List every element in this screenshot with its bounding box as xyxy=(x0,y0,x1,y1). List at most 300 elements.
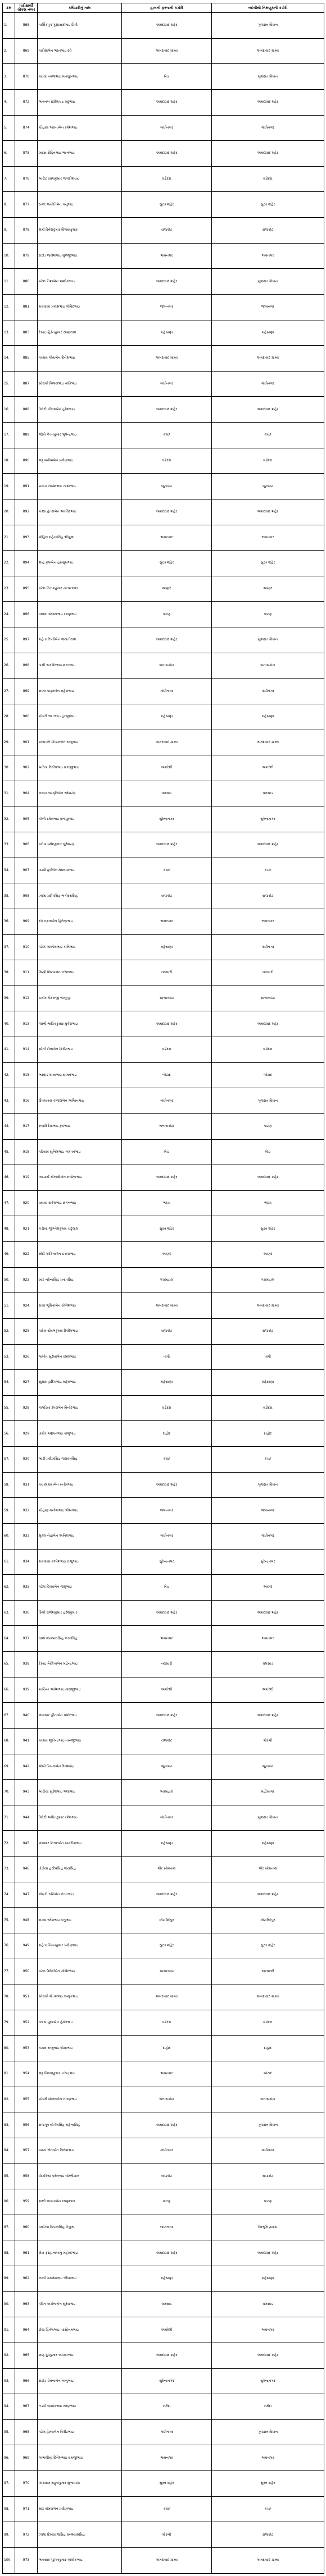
transfer-office-cell: મહેસાણા xyxy=(212,1370,324,1396)
current-office-cell: અમરેલી xyxy=(122,1677,212,1703)
serial-number-cell: 65. xyxy=(3,1652,15,1677)
current-office-cell: ખેડા xyxy=(122,1139,212,1165)
employee-name-cell: સોની રીનાબેન કિરીટભાઇ xyxy=(38,1037,122,1063)
exam-number-cell: 891 xyxy=(15,474,38,499)
table-row xyxy=(3,858,324,883)
employee-name-cell: ત્રિવેદી નીલમબેન હરેશભાઇ xyxy=(38,397,122,423)
employee-name-cell: પટેલ હેમલબેન કિરીટભાઇ xyxy=(38,2419,122,2445)
exam-number-cell: 868 xyxy=(15,13,38,39)
current-office-cell: કચ્છ xyxy=(122,1447,212,1473)
serial-number-cell: 13. xyxy=(3,320,15,346)
employee-name-cell: પટેલ નિશાબેન અશોકભાઇ xyxy=(38,269,122,295)
current-office-cell: ભાવનગર xyxy=(122,909,212,934)
serial-number-cell: 100. xyxy=(3,2547,15,2573)
employee-name-cell: ચૌધરી ભરતભાઇ હરજીભાઇ xyxy=(38,704,122,730)
transfer-office-cell: મહેસાણા xyxy=(212,1831,324,1857)
current-office-cell: મહેસાણા xyxy=(122,320,212,346)
exam-number-cell: 954 xyxy=(15,2061,38,2087)
serial-number-cell: 24. xyxy=(3,602,15,627)
transfer-office-cell: કચ્છ xyxy=(212,858,324,883)
serial-number-cell: 58. xyxy=(3,1472,15,1498)
exam-number-cell: 936 xyxy=(15,1600,38,1626)
exam-number-cell: 920 xyxy=(15,1190,38,1216)
serial-number-cell: 71. xyxy=(3,1805,15,1831)
current-office-cell: ભાવનગર xyxy=(122,243,212,269)
current-office-cell: કચ્છ xyxy=(122,2496,212,2522)
employee-name-cell: પઢિયાર સુનિલભાઇ ગણપતભાઇ xyxy=(38,1139,122,1165)
employee-name-cell: ચૌહાણ ભાવનાબેન રમેશભાઇ xyxy=(38,115,122,141)
current-office-cell: બનાસકાંઠા xyxy=(122,1113,212,1139)
exam-number-cell: 872 xyxy=(15,89,38,115)
exam-number-cell: 923 xyxy=(15,1267,38,1293)
current-office-cell: સુરેન્દ્રનગર xyxy=(122,1549,212,1575)
employee-name-cell: રાવલ પારૂલબેન મહેશભાઇ xyxy=(38,679,122,704)
exam-number-cell: 945 xyxy=(15,1831,38,1857)
transfer-office-cell: સુરત શહેર xyxy=(212,192,324,218)
transfer-office-cell: ગુજરાત વિધાન xyxy=(212,627,324,653)
serial-number-cell: 34. xyxy=(3,858,15,883)
transfer-office-cell: ગાંધીનગર xyxy=(212,371,324,397)
table-row xyxy=(3,2394,324,2420)
current-office-cell: ગાંધીનગર xyxy=(122,2419,212,2445)
current-office-cell: સુરેન્દ્રનગર xyxy=(122,806,212,832)
transfer-office-cell: સુરત શહેર xyxy=(212,1933,324,1959)
exam-number-cell: 947 xyxy=(15,1882,38,1908)
transfer-office-cell: અમદાવાદ શહેર xyxy=(212,141,324,167)
table-row xyxy=(3,1165,324,1191)
transfer-office-cell: અમદાવાદ શહેર xyxy=(212,499,324,525)
transfer-office-cell: ગીર સોમનાથ xyxy=(212,1857,324,1882)
employee-name-cell: ઠાકર જ્યોતિબેન કનુભાઇ xyxy=(38,192,122,218)
transfer-office-cell: ગુજરાત વિધાન xyxy=(212,1472,324,1498)
current-office-cell: કચ્છ xyxy=(122,858,212,883)
employee-name-cell: ભટ્ટ મનીષાબેન પ્રવીણભાઇ xyxy=(38,448,122,474)
employee-name-cell: મકવાણા કલ્પેશભાઇ રાજુભાઇ xyxy=(38,1549,122,1575)
current-office-cell: જુનાગઢ xyxy=(122,474,212,499)
transfer-office-cell: વડોદરા xyxy=(212,1037,324,1063)
serial-number-cell: 33. xyxy=(3,832,15,858)
serial-number-cell: 1. xyxy=(3,13,15,39)
transfer-office-cell: કચ્છ xyxy=(212,423,324,448)
table-row xyxy=(3,243,324,269)
table-row xyxy=(3,909,324,934)
table-row xyxy=(3,2164,324,2189)
current-office-cell: અમદાવાદ ગ્રામ્ય xyxy=(122,346,212,372)
exam-number-cell: 899 xyxy=(15,679,38,704)
current-office-cell: અમદાવાદ શહેર xyxy=(122,2343,212,2368)
transfer-office-cell: અરવલ્લી xyxy=(212,1959,324,1984)
table-row xyxy=(3,1395,324,1421)
transfer-office-cell: મોરબી xyxy=(212,1728,324,1754)
exam-number-cell: 972 xyxy=(15,2522,38,2548)
current-office-cell: ગીર સોમનાથ xyxy=(122,1857,212,1882)
current-office-cell: અમદાવાદ શહેર xyxy=(122,1011,212,1037)
employee-name-cell: ધોળકિયા પરેશભાઇ જેન્તીલાલ xyxy=(38,2164,122,2189)
current-office-cell: ભાવનગર xyxy=(122,1626,212,1652)
serial-number-cell: 15. xyxy=(3,371,15,397)
serial-number-cell: 43. xyxy=(3,1088,15,1114)
table-header xyxy=(3,3,324,13)
transfer-office-cell: મહેસાણા xyxy=(212,2266,324,2292)
transfer-office-cell: સાબરકાંઠા xyxy=(212,986,324,1011)
table-row xyxy=(3,1677,324,1703)
table-row xyxy=(3,192,324,218)
serial-number-cell: 56. xyxy=(3,1421,15,1447)
header-row xyxy=(3,3,324,13)
employee-name-cell: જોષી પ્રિયંકાબેન દિનેશચંદ્ર xyxy=(38,1754,122,1780)
current-office-cell: વલસાડ xyxy=(122,2291,212,2317)
transfer-office-cell: વડોદરા xyxy=(212,166,324,192)
employee-name-cell: પ્રજાપતિ કિંજલબેન રાજુભાઇ xyxy=(38,730,122,755)
employee-name-cell: પાઠક શ્વેતાબેન નિલેશભાઇ xyxy=(38,2138,122,2164)
exam-number-cell: 900 xyxy=(15,704,38,730)
serial-number-cell: 38. xyxy=(3,960,15,986)
employee-name-cell: ત્રિવેદી અમિતકુમાર રમેશભાઇ xyxy=(38,1805,122,1831)
table-row xyxy=(3,1728,324,1754)
serial-number-cell: 52. xyxy=(3,1318,15,1344)
employee-name-cell: વાળા જયપાલસિંહ ભરતસિંહ xyxy=(38,1626,122,1652)
serial-number-cell: 49. xyxy=(3,1242,15,1268)
current-office-cell: અમરેલી xyxy=(122,755,212,781)
exam-number-cell: 883 xyxy=(15,320,38,346)
employee-name-cell: દવે નમ્રતાબેન હિતેન્દ્રભાઇ xyxy=(38,909,122,934)
serial-number-cell: 20. xyxy=(3,499,15,525)
exam-number-cell: 940 xyxy=(15,1703,38,1729)
table-row xyxy=(3,1549,324,1575)
serial-number-cell: 85. xyxy=(3,2164,15,2189)
table-row xyxy=(3,2061,324,2087)
current-office-cell: મહેસાણા xyxy=(122,704,212,730)
employee-name-cell: પરમાર ગીતાબેન દિનેશભાઇ xyxy=(38,346,122,372)
table-row xyxy=(3,1908,324,1933)
exam-number-cell: 895 xyxy=(15,576,38,602)
table-row xyxy=(3,320,324,346)
exam-number-cell: 944 xyxy=(15,1805,38,1831)
table-row xyxy=(3,294,324,320)
exam-number-cell: 910 xyxy=(15,934,38,960)
exam-number-cell: 937 xyxy=(15,1626,38,1652)
transfer-office-cell: જુનાગઢ xyxy=(212,474,324,499)
table-row xyxy=(3,755,324,781)
table-row xyxy=(3,2445,324,2471)
employee-name-cell: પાર્થિકપુત્ર ગુરૂપ્રસાદભાઇ પ્રિત્રી xyxy=(38,13,122,39)
exam-number-cell: 907 xyxy=(15,858,38,883)
current-office-cell: ગાંધીનગર xyxy=(122,115,212,141)
serial-number-cell: 48. xyxy=(3,1216,15,1242)
table-row xyxy=(3,115,324,141)
current-office-cell: બોટાદ xyxy=(122,1062,212,1088)
current-office-cell: વડોદરા xyxy=(122,2010,212,2036)
table-row xyxy=(3,1037,324,1063)
table-row xyxy=(3,1933,324,1959)
transfer-office-cell: ગાંધીનગર xyxy=(212,679,324,704)
transfer-office-cell: અમદાવાદ ગ્રામ્ય xyxy=(212,346,324,372)
exam-number-cell: 941 xyxy=(15,1728,38,1754)
current-office-cell: વડોદરા xyxy=(122,166,212,192)
employee-name-cell: મોદી અંકિતાબેન પ્રકાશભાઇ xyxy=(38,1242,122,1268)
exam-number-cell: 878 xyxy=(15,218,38,244)
exam-number-cell: 956 xyxy=(15,2112,38,2138)
employee-name-cell: ભરવાડ લાખાભાઇ સામતભાઇ xyxy=(38,1062,122,1088)
exam-number-cell: 963 xyxy=(15,2291,38,2317)
transfer-office-cell: આણંદ xyxy=(212,576,324,602)
serial-number-cell: 3. xyxy=(3,64,15,90)
table-row xyxy=(3,141,324,167)
exam-number-cell: 919 xyxy=(15,1165,38,1191)
employee-name-cell: ગામીત સુરેખાબેન રમણભાઇ xyxy=(38,1344,122,1370)
transfer-office-cell: વલસાડ xyxy=(212,1652,324,1677)
transfer-office-cell: દેવભૂમિ દ્વારકા xyxy=(212,2215,324,2240)
transfer-office-cell: રાજકોટ xyxy=(212,2522,324,2548)
exam-number-cell: 951 xyxy=(15,1984,38,2010)
current-office-cell: મહેસાણા xyxy=(122,934,212,960)
current-office-cell: અમદાવાદ શહેર xyxy=(122,1882,212,1908)
exam-number-cell: 888 xyxy=(15,397,38,423)
employee-name-cell: કાપડિયા રૂપલબેન વિનોદભાઇ xyxy=(38,1395,122,1421)
serial-number-cell: 28. xyxy=(3,704,15,730)
transfer-office-cell: અમદાવાદ શહેર xyxy=(212,1165,324,1191)
serial-number-cell: 21. xyxy=(3,525,15,551)
serial-number-cell: 77. xyxy=(3,1959,15,1984)
employee-name-cell: નાયી કમલેશભાઇ ભીખાભાઇ xyxy=(38,2266,122,2292)
exam-number-cell: 966 xyxy=(15,2368,38,2394)
serial-number-cell: 25. xyxy=(3,627,15,653)
current-office-cell: રાજકોટ xyxy=(122,883,212,909)
employee-name-cell: રાઠોડ જયેશભાઇ મુળજીભાઇ xyxy=(38,243,122,269)
exam-number-cell: 953 xyxy=(15,2036,38,2061)
table-row xyxy=(3,1703,324,1729)
employee-name-cell: ભટ્ટ વિશાલકુમાર નરેન્દ્રભાઇ xyxy=(38,2061,122,2087)
serial-number-cell: 61. xyxy=(3,1549,15,1575)
serial-number-cell: 95. xyxy=(3,2419,15,2445)
current-office-cell: નવસારી xyxy=(122,960,212,986)
current-office-cell: છોટાઉદેપુર xyxy=(122,1908,212,1933)
exam-number-cell: 893 xyxy=(15,525,38,551)
transfer-office-cell: બોટાદ xyxy=(212,1062,324,1088)
transfer-office-cell: જુનાગઢ xyxy=(212,1754,324,1780)
transfer-office-cell: દાહોદ xyxy=(212,2036,324,2061)
transfer-office-cell: વલસાડ xyxy=(212,781,324,806)
exam-number-cell: 929 xyxy=(15,1421,38,1447)
exam-number-cell: 924 xyxy=(15,1293,38,1319)
transfer-office-cell: વડોદરા xyxy=(212,2010,324,2036)
exam-number-cell: 875 xyxy=(15,141,38,167)
employee-name-cell: શેખ ફરહાનાબાનુ મહંમદભાઇ xyxy=(38,2240,122,2266)
transfer-office-cell: સુરત શહેર xyxy=(212,551,324,576)
employee-name-cell: મકવાણા પ્રકાશભાઇ ગોવિંદભાઇ xyxy=(38,294,122,320)
current-office-cell: મહેસાણા xyxy=(122,1831,212,1857)
serial-number-cell: 81. xyxy=(3,2061,15,2087)
transfer-office-cell: ભરૂચ xyxy=(212,1190,324,1216)
serial-number-cell: 50. xyxy=(3,1267,15,1293)
employee-name-cell: કોઠારી રુચિબેન કેતનભાઇ xyxy=(38,1882,122,1908)
employee-name-cell: વાઘેલા સંજયભાઇ રમણભાઇ xyxy=(38,602,122,627)
transfer-office-cell: ભાવનગર xyxy=(212,525,324,551)
serial-number-cell: 57. xyxy=(3,1447,15,1473)
current-office-cell: અમરેલી xyxy=(122,2317,212,2343)
employee-name-cell: નાયક જાગૃતિબેન રમેશચંદ્ર xyxy=(38,781,122,806)
serial-number-cell: 80. xyxy=(3,2036,15,2061)
table-row xyxy=(3,1088,324,1114)
exam-number-cell: 874 xyxy=(15,115,38,141)
transfer-office-cell: પંચમહાલ xyxy=(212,1267,324,1293)
exam-number-cell: 897 xyxy=(15,627,38,653)
current-office-cell: સુરત શહેર xyxy=(122,1216,212,1242)
current-office-cell: અમદાવાદ ગ્રામ્ય xyxy=(122,1293,212,1319)
table-row xyxy=(3,1600,324,1626)
employee-name-cell: જોષી કેતનકુમાર ભુપેન્દ્રભાઇ xyxy=(38,423,122,448)
current-office-cell: રાજકોટ xyxy=(122,2164,212,2189)
employee-name-cell: રાઠોડ ચેતનાબેન બાબુભાઇ xyxy=(38,2368,122,2394)
employee-name-cell: ભાવસાર હીનાબેન પ્રમોદભાઇ xyxy=(38,1703,122,1729)
transfer-office-cell: અમદાવાદ ગ્રામ્ય xyxy=(212,38,324,64)
transfer-office-cell: રાજકોટ xyxy=(212,1318,324,1344)
employee-name-cell: શાહ ધ્રુવકુમાર અજયભાઇ xyxy=(38,2343,122,2368)
exam-number-cell: 932 xyxy=(15,1498,38,1524)
serial-number-cell: 45. xyxy=(3,1139,15,1165)
serial-number-cell: 30. xyxy=(3,755,15,781)
serial-number-cell: 29. xyxy=(3,730,15,755)
exam-number-cell: 870 xyxy=(15,64,38,90)
table-row xyxy=(3,2471,324,2497)
serial-number-cell: 36. xyxy=(3,909,15,934)
transfer-office-cell: સુરત શહેર xyxy=(212,2471,324,2497)
serial-number-cell: 86. xyxy=(3,2189,15,2215)
table-row xyxy=(3,2419,324,2445)
exam-number-cell: 935 xyxy=(15,1575,38,1601)
transfer-office-cell: ગાંધીનગર xyxy=(212,115,324,141)
employee-name-cell: ખાંટ નરેન્દ્રસિંહ પ્રતાપસિંહ xyxy=(38,1267,122,1293)
transfer-office-cell: રાજકોટ xyxy=(212,218,324,244)
serial-number-cell: 35. xyxy=(3,883,15,909)
exam-number-cell: 906 xyxy=(15,832,38,858)
current-office-cell: અમદાવાદ શહેર xyxy=(122,1600,212,1626)
current-office-cell: રાજકોટ xyxy=(122,218,212,244)
serial-number-cell: 79. xyxy=(3,2010,15,2036)
table-row xyxy=(3,2291,324,2317)
table-row xyxy=(3,1370,324,1396)
exam-number-cell: 901 xyxy=(15,730,38,755)
transfer-office-cell: ગાંધીનગર xyxy=(212,1523,324,1549)
employee-name-cell: સુથાર હાર્દિકભાઇ મહેશભાઇ xyxy=(38,1370,122,1396)
current-office-cell: અમદાવાદ ગ્રામ્ય xyxy=(122,2547,212,2573)
current-office-cell: ગાંધીનગર xyxy=(122,679,212,704)
table-row xyxy=(3,2317,324,2343)
current-office-cell: અમદાવાદ શહેર xyxy=(122,832,212,858)
current-office-cell: ગાંધીનગર xyxy=(122,1805,212,1831)
table-row xyxy=(3,2189,324,2215)
table-row xyxy=(3,2547,324,2573)
employee-name-cell: માળી ભાવનાબેન રમણલાલ xyxy=(38,2189,122,2215)
current-office-cell: જુનાગઢ xyxy=(122,1754,212,1780)
employee-name-cell: પારીક્ષાબેન ભરતભાઇ દવે xyxy=(38,38,122,64)
serial-number-cell: 46. xyxy=(3,1165,15,1191)
serial-number-cell: 42. xyxy=(3,1062,15,1088)
serial-number-cell: 98. xyxy=(3,2496,15,2522)
table-row xyxy=(3,704,324,730)
exam-number-cell: 969 xyxy=(15,2445,38,2471)
employee-name-cell: ચાંચિયા ભાવેશભાઇ વાલજીભાઇ xyxy=(38,1677,122,1703)
employee-name-cell: કોળી રમેશભાઇ ધનજીભાઇ xyxy=(38,806,122,832)
exam-number-cell: 915 xyxy=(15,1062,38,1088)
exam-number-cell: 894 xyxy=(15,551,38,576)
serial-number-cell: 12. xyxy=(3,294,15,320)
exam-number-cell: 911 xyxy=(15,960,38,986)
transfer-office-cell: ભાવનગર xyxy=(212,1626,324,1652)
current-office-cell: અમદાવાદ શહેર xyxy=(122,269,212,295)
serial-number-cell: 97. xyxy=(3,2471,15,2497)
employee-name-cell: મહેતા દિપ્તીબેન જયંતીલાલ xyxy=(38,627,122,653)
current-office-cell: વલસાડ xyxy=(122,781,212,806)
serial-number-cell: 2. xyxy=(3,38,15,64)
exam-number-cell: 942 xyxy=(15,1754,38,1780)
serial-number-cell: 59. xyxy=(3,1498,15,1524)
exam-number-cell: 946 xyxy=(15,1857,38,1882)
current-office-cell: પાટણ xyxy=(122,602,212,627)
exam-number-cell: 960 xyxy=(15,2215,38,2240)
table-row xyxy=(3,1780,324,1805)
transfer-office-cell: અમદાવાદ ગ્રામ્ય xyxy=(212,2547,324,2573)
current-office-cell: દાહોદ xyxy=(122,1421,212,1447)
transfer-office-cell: અમદાવાદ શહેર xyxy=(212,397,324,423)
table-row xyxy=(3,2368,324,2394)
serial-number-cell: 89. xyxy=(3,2266,15,2292)
transfer-office-cell: ભાવનગર xyxy=(212,909,324,934)
exam-number-cell: 939 xyxy=(15,1677,38,1703)
exam-number-cell: 964 xyxy=(15,2317,38,2343)
serial-number-cell: 62. xyxy=(3,1575,15,1601)
transfer-office-cell: પાટણ xyxy=(212,2189,324,2215)
table-row xyxy=(3,2010,324,2036)
table-row xyxy=(3,2215,324,2240)
current-office-cell: સુરત શહેર xyxy=(122,2471,212,2497)
employee-name-cell: રાણા ભૂમિકાબેન યોગેશભાઇ xyxy=(38,1293,122,1319)
transfer-office-cell: ગુજરાત વિધાન xyxy=(212,2419,324,2445)
transfer-office-cell: ગુજરાત વિધાન xyxy=(212,13,324,39)
employee-name-cell: પંડિત અર્ચનાબેન સુરેશભાઇ xyxy=(38,2291,122,2317)
table-row xyxy=(3,2087,324,2112)
current-office-cell: અમદાવાદ શહેર xyxy=(122,141,212,167)
table-row xyxy=(3,1652,324,1677)
transfer-order-table xyxy=(2,3,324,2574)
serial-number-cell: 16. xyxy=(3,397,15,423)
transfer-office-cell: મહેસાણા xyxy=(212,704,324,730)
current-office-cell: વડોદરા xyxy=(122,1037,212,1063)
serial-number-cell: 73. xyxy=(3,1857,15,1882)
transfer-office-cell: કચ્છ xyxy=(212,2496,324,2522)
exam-number-cell: 904 xyxy=(15,781,38,806)
serial-number-cell: 67. xyxy=(3,1703,15,1729)
table-row xyxy=(3,576,324,602)
exam-number-cell: 959 xyxy=(15,2189,38,2215)
table-row xyxy=(3,781,324,806)
exam-number-cell: 962 xyxy=(15,2266,38,2292)
serial-number-cell: 4. xyxy=(3,89,15,115)
employee-name-cell: પારેખ સૌરભકુમાર દિલીપભાઇ xyxy=(38,1318,122,1344)
table-row xyxy=(3,1805,324,1831)
table-row xyxy=(3,730,324,755)
employee-name-cell: મહેતા ચિંતનકુમાર પ્રવીણભાઇ xyxy=(38,1933,122,1959)
current-office-cell: કચ્છ xyxy=(122,423,212,448)
table-row xyxy=(3,551,324,576)
serial-number-cell: 27. xyxy=(3,679,15,704)
serial-number-cell: 37. xyxy=(3,934,15,960)
transfer-office-cell: વડોદરા xyxy=(212,448,324,474)
employee-name-cell: સોલંકી વિજયભાઇ કાંતિભાઇ xyxy=(38,371,122,397)
serial-number-cell: 93. xyxy=(3,2368,15,2394)
current-office-cell: રાજકોટ xyxy=(122,1318,212,1344)
serial-number-cell: 23. xyxy=(3,576,15,602)
